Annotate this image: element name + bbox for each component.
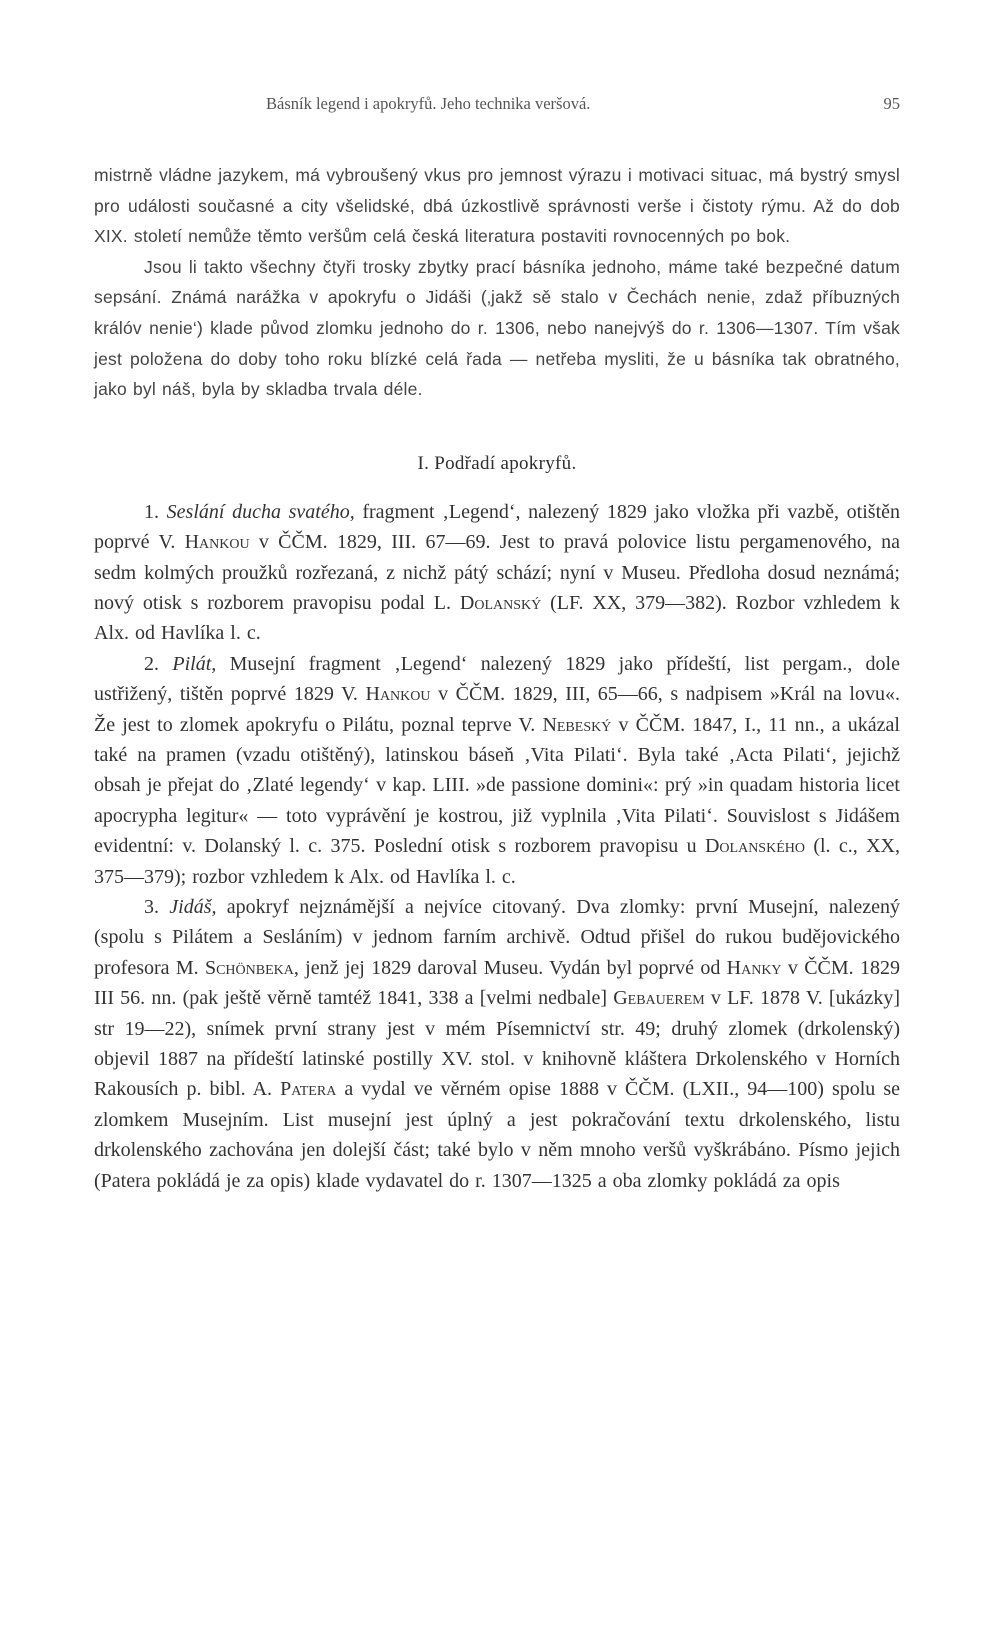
item-title: Jidáš,	[169, 896, 217, 919]
author-name: Hankou	[365, 683, 431, 706]
page-number: 95	[883, 94, 900, 113]
item-text: v ČČM. 1829, III. 67—69. Jest to pravá polovice listu pergamenového, na sedm kolmých proužků rozřezaná, z nichž pátý schází; nyní v Museu. Předloha dosud neznámá; nový otisk s rozborem pravopisu podal L.	[94, 531, 900, 614]
page-body	[94, 160, 900, 1196]
author-name: Dolanského	[704, 835, 805, 858]
author-name: Nebeský	[542, 713, 612, 736]
item-text: (LF. XX, 379—382). Rozbor vzhledem k Alx. od Havlíka l. c.	[94, 591, 900, 645]
list-item-seslani	[94, 497, 900, 649]
author-name: Schönbeka	[204, 956, 294, 979]
item-text: v LF. 1878 V. [ukázky] str 19—22), snímek první strany jest v mém Písemnictví str. 49; druhý zlomek (drkolenský) objevil 1887 na přídeští latinské postilly XV. stol. v knihovně kláštera Drkolenského v Horních Rakousích p. bibl. A.	[94, 987, 900, 1101]
intro-paragraph-2: Jsou li takto všechny čtyři trosky zbytky prací básníka jednoho, máme také bezpečné datum sepsání. Známá narážka v apokryfu o Jidáši (‚jakž sě stalo v Čechách nenie, zdaž příbuzných králóv nenie‘) klade původ zlomku jednoho do r. 1306, nebo nanejvýš do r. 1306—1307. Tím však jest položena do doby toho roku blízké celá řada — netřeba mysliti, že u básníka tak obratného, jako byl náš, byla by skladba trvala déle.	[94, 256, 900, 400]
item-number: 2.	[144, 652, 159, 675]
item-title: Seslání ducha svatého,	[166, 500, 355, 523]
section-heading: I. Podřadí apokryfů.	[417, 452, 577, 474]
author-name: Gebauerem	[613, 987, 705, 1010]
item-number: 3.	[144, 896, 159, 919]
item-title: Pilát,	[172, 652, 217, 675]
intro-paragraph-1: mistrně vládne jazykem, má vybroušený vkus pro jemnost výrazu i motivaci situac, má bystrý smysl pro události současné a city všelidské, dbá úzkostlivě správnosti verše i čistoty rýmu. Až do dob XIX. století nemůže těmto veršům celá česká literatura postaviti rovnocenných po bok.	[94, 165, 900, 247]
list-item-pilat	[94, 649, 900, 892]
item-number: 1.	[144, 500, 159, 523]
list-item-jidas	[94, 892, 900, 1196]
item-text: v ČČM. 1847, I., 11 nn., a ukázal také na pramen (vzadu otištěný), latinskou báseň ‚Vita Pilati‘. Byla také ‚Acta Pilati‘, jejichž obsah je přejat do ‚Zlaté legendy‘ v kap. LIII. »de passione domini«: prý »in quadam historia licet apocrypha legitur« — toto vyprávění je kostrou, již vyplnila ‚Vita Pilati‘. Souvislost s Jidášem evidentní: v. Dolanský l. c. 375. Poslední otisk s rozborem pravopisu u	[94, 713, 900, 858]
item-text: fragment ‚Legend‘, nalezený 1829 jako vložka při vazbě, otištěn poprvé V.	[94, 500, 901, 554]
item-text: v ČČM. 1829, III, 65—66, s nadpisem »Král na lovu«. Že jest to zlomek apokryfu o Pilátu, poznal teprve V.	[94, 683, 900, 736]
item-list	[94, 497, 900, 1196]
item-text: v ČČM. 1829 III 56. nn. (pak ještě věrně tamtéž 1841, 338 a [velmi nedbale]	[94, 956, 900, 1010]
item-text: Musejní fragment ‚Legend‘ nalezený 1829 jako přídeští, list pergam., dole ustřižený, tištěn poprvé 1829 V.	[94, 652, 900, 706]
item-text: , jenž jej 1829 daroval Museu. Vydán byl poprvé od	[293, 956, 727, 979]
intro-section	[94, 160, 900, 405]
author-name: Hankou	[184, 531, 250, 554]
running-title: Básník legend i apokryfů. Jeho technika veršová.	[266, 94, 591, 113]
author-name: Hanky	[726, 956, 782, 979]
author-name: Dolanský	[459, 591, 542, 614]
author-name: Patera	[280, 1078, 337, 1101]
item-text: (l. c., XX, 375—379); rozbor vzhledem k Alx. od Havlíka l. c.	[94, 835, 900, 888]
item-text: apokryf nejznámější a nejvíce citovaný. Dva zlomky: první Musejní, nalezený (spolu s Pilátem a Sesláním) v jednom farním archivě. Odtud přišel do rukou budějovického profesora M.	[94, 896, 900, 979]
item-text: a vydal ve věrném opise 1888 v ČČM. (LXII., 94—100) spolu se zlomkem Musejním. List musejní jest úplný a jest pokračování textu drkolenského, listu drkolenského zachována jen dolejší část; také bylo v něm mnoho veršů vyškrábáno. Písmo jejich (Patera pokládá je za opis) klade vydavatel do r. 1307—1325 a oba zlomky pokládá za opis	[94, 1078, 901, 1192]
